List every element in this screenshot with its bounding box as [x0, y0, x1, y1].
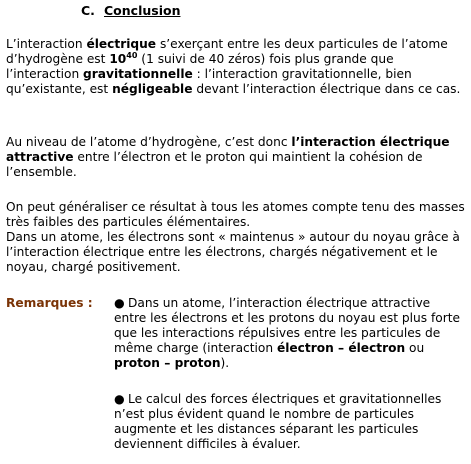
remark2-text-1: Le calcul des forces électriques et gravitationnelles n’est plus évident quand le nombre de particules augmente et les distances séparant les particules deviennent difficiles à évaluer. — [114, 392, 442, 451]
bullet-icon: ● — [114, 392, 125, 406]
remark1-text-3: ). — [220, 356, 230, 370]
p2-text-2: entre l’électron et le proton qui maintient la cohésion de l’ensemble. — [6, 150, 423, 179]
p2-bold-interaction: l’interaction électrique attractive — [6, 135, 450, 164]
p3-line-2: Dans un atome, les électrons sont « maintenus » autour du noyau grâce à l’interaction électrique entre les électrons, chargés négativement et le noyau, chargé positivement. — [6, 230, 460, 274]
remark1-text-1: Dans un atome, l’interaction électrique attractive entre les électrons et les protons du noyau est plus forte que les interactions répulsives entre les particules de même charge (interaction — [114, 296, 461, 355]
p1-text-1: L’interaction — [6, 37, 87, 51]
p1-text-5: devant l’interaction électrique dans ce cas. — [192, 82, 461, 96]
paragraph-conclusion-2 — [6, 135, 468, 180]
remark1-bold-electron: électron – électron — [276, 341, 406, 355]
p1-text-4: : l’interaction gravitationnelle, bien qu’existante, est — [6, 67, 412, 96]
p1-text-3: (1 suivi de 40 zéros) fois plus grande que l’interaction — [6, 52, 394, 81]
p1-power-exponent: 40 — [126, 51, 138, 60]
p1-bold-negligeable: négligeable — [112, 82, 193, 96]
p1-bold-electrique: électrique — [86, 37, 157, 51]
remarks-label: Remarques : — [6, 296, 93, 310]
section-number: C. — [81, 3, 95, 18]
remark1-bold-proton: proton – proton — [114, 356, 221, 370]
p1-power-base: $10^{40}$ — [109, 51, 138, 66]
section-title: Conclusion — [104, 3, 181, 18]
remark1-text-2: ou — [405, 341, 425, 355]
remark-item-1 — [114, 296, 466, 371]
remark-item-2 — [114, 392, 466, 452]
p3-line-1: On peut généraliser ce résultat à tous les atomes compte tenu des masses très faibles des particules élémentaires. — [6, 200, 465, 229]
p1-bold-gravitationnelle: gravitationnelle — [83, 67, 193, 81]
bullet-icon: ● — [114, 296, 125, 310]
section-heading — [81, 3, 180, 18]
paragraph-conclusion-1 — [6, 37, 468, 97]
paragraph-conclusion-3 — [6, 200, 468, 275]
p2-text-1: Au niveau de l’atome d’hydrogène, c’est donc — [6, 135, 292, 149]
p1-text-2: s’exerçant entre les deux particules de l’atome d’hydrogène est — [6, 37, 448, 66]
